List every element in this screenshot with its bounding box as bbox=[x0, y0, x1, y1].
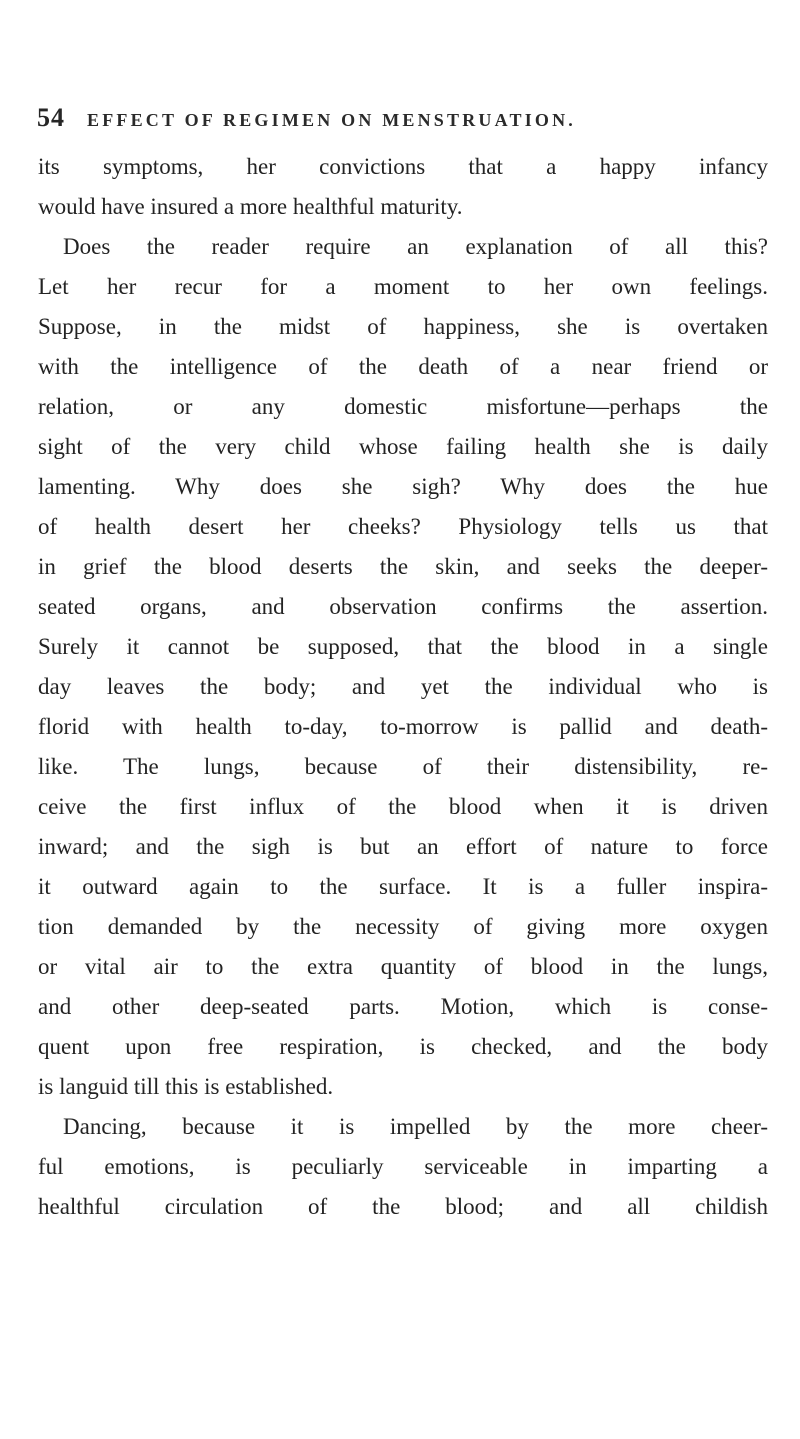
text-line: healthful circulation of the blood; and all childish bbox=[38, 1194, 768, 1219]
paragraph-start-line: Does the reader require an explanation of all this? bbox=[63, 234, 768, 259]
text-line: ceive the first influx of the blood when it is driven bbox=[38, 794, 768, 819]
text-line: of health desert her cheeks? Physiology tells us that bbox=[38, 514, 768, 539]
text-line: or vital air to the extra quantity of blood in the lungs, bbox=[38, 954, 768, 979]
text-line: its symptoms, her convictions that a happy infancy bbox=[38, 154, 768, 179]
text-line: florid with health to-day, to-morrow is pallid and death- bbox=[38, 714, 768, 739]
text-line: it outward again to the surface. It is a fuller inspira- bbox=[38, 874, 768, 899]
running-head bbox=[37, 103, 757, 143]
text-line: Suppose, in the midst of happiness, she is overtaken bbox=[38, 314, 768, 339]
running-title: EFFECT OF REGIMEN ON MENSTRUATION. bbox=[87, 110, 576, 130]
text-line: ful emotions, is peculiarly serviceable in imparting a bbox=[38, 1154, 768, 1179]
text-line: is languid till this is established. bbox=[38, 1074, 334, 1099]
text-line: lamenting. Why does she sigh? Why does the hue bbox=[38, 474, 768, 499]
text-line: quent upon free respiration, is checked, and the body bbox=[38, 1034, 768, 1059]
page-number: 54 bbox=[37, 103, 65, 132]
text-line: inward; and the sigh is but an effort of nature to force bbox=[38, 834, 768, 859]
text-line: sight of the very child whose failing health she is daily bbox=[38, 434, 768, 459]
text-line: day leaves the body; and yet the individual who is bbox=[38, 674, 768, 699]
body-text bbox=[38, 147, 768, 1227]
text-line: relation, or any domestic misfortune—perhaps the bbox=[38, 394, 768, 419]
text-line: tion demanded by the necessity of giving more oxygen bbox=[38, 914, 768, 939]
text-line: and other deep-seated parts. Motion, which is conse- bbox=[38, 994, 768, 1019]
paragraph-start-line: Dancing, because it is impelled by the more cheer- bbox=[63, 1114, 768, 1139]
text-line: with the intelligence of the death of a near friend or bbox=[38, 354, 768, 379]
text-line: Let her recur for a moment to her own feelings. bbox=[38, 274, 768, 299]
text-line: in grief the blood deserts the skin, and seeks the deeper- bbox=[38, 554, 768, 579]
text-line: like. The lungs, because of their distensibility, re- bbox=[38, 754, 768, 779]
text-line: Surely it cannot be supposed, that the blood in a single bbox=[38, 634, 768, 659]
text-line: would have insured a more healthful maturity. bbox=[38, 194, 463, 219]
text-line: seated organs, and observation confirms the assertion. bbox=[38, 594, 768, 619]
